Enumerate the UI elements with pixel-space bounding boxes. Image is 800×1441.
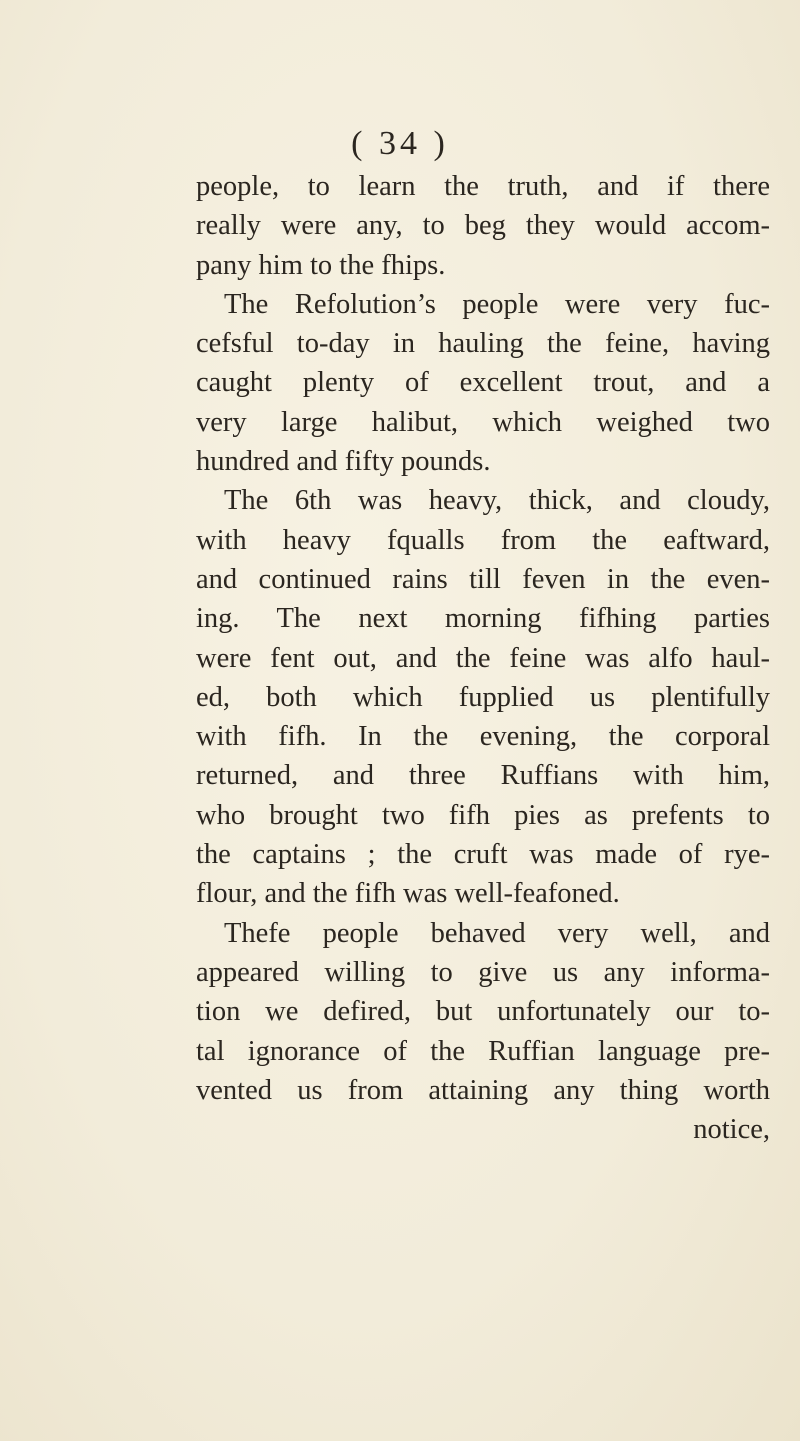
- text-line: Thefe people behaved very well, and: [224, 917, 770, 949]
- text-line: cefsful to-day in hauling the feine, having: [196, 328, 770, 360]
- text-line: tal ignorance of the Ruffian language pre-: [196, 1035, 770, 1067]
- text-line: flour, and the fifh was well-feafoned.: [196, 878, 620, 910]
- text-line: appeared willing to give us any informa-: [196, 956, 770, 988]
- text-line: vented us from attaining any thing worth: [196, 1074, 770, 1106]
- text-line: ing. The next morning fifhing parties: [196, 603, 770, 635]
- text-line: with fifh. In the evening, the corporal: [196, 721, 770, 753]
- text-line: and continued rains till feven in the even-: [196, 563, 770, 595]
- text-line: tion we defired, but unfortunately our to-: [196, 996, 770, 1028]
- text-line: hundred and fifty pounds.: [196, 446, 491, 478]
- catchword: notice,: [693, 1114, 770, 1146]
- text-line: who brought two fifh pies as prefents to: [196, 799, 770, 831]
- text-line: pany him to the fhips.: [196, 249, 446, 281]
- text-line: ed, both which fupplied us plentifully: [196, 681, 770, 713]
- page-number: ( 34 ): [351, 125, 449, 162]
- text-line: The Refolution’s people were very fuc-: [224, 288, 770, 320]
- text-line: people, to learn the truth, and if there: [196, 171, 770, 202]
- text-line: The 6th was heavy, thick, and cloudy,: [224, 485, 770, 517]
- text-line: were fent out, and the feine was alfo haul-: [196, 642, 770, 674]
- text-line: really were any, to beg they would accom-: [196, 210, 770, 242]
- body-text: [196, 167, 770, 1149]
- text-line: very large halibut, which weighed two: [196, 406, 770, 438]
- text-line: with heavy fqualls from the eaftward,: [196, 524, 770, 556]
- text-line: returned, and three Ruffians with him,: [196, 760, 770, 792]
- text-line: caught plenty of excellent trout, and a: [196, 367, 770, 399]
- text-line: the captains ; the cruft was made of rye-: [196, 839, 770, 871]
